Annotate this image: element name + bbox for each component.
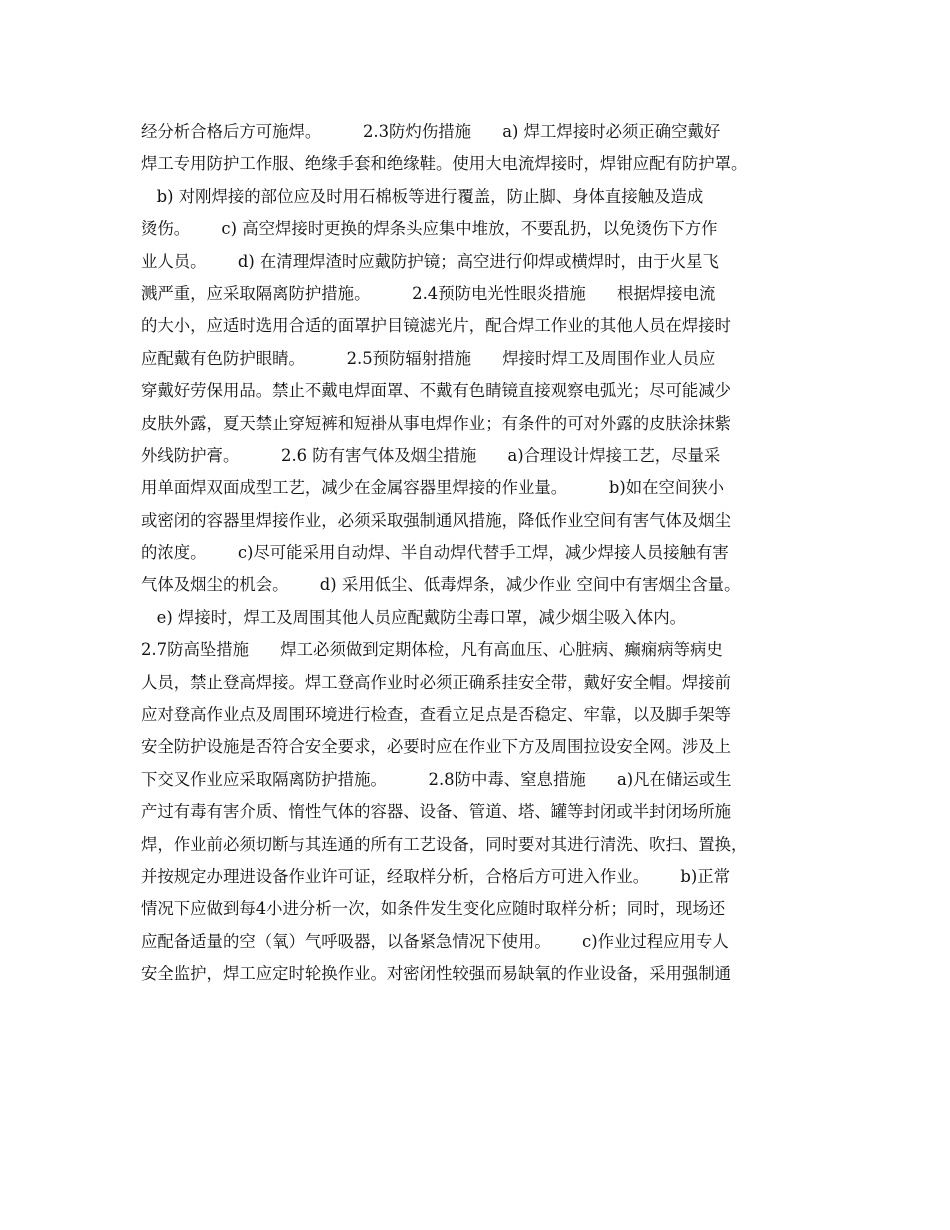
text-line: 产过有毒有害介质、惰性气体的容器、设备、管道、塔、罐等封闭或半封闭场所施: [141, 802, 732, 822]
text-line: 皮肤外露，夏天禁止穿短裤和短褂从事电焊作业；有条件的可对外露的皮肤涂抹紫: [141, 413, 732, 433]
text-line: 或密闭的容器里焊接作业，必须采取强制通风措施，降低作业空间有害气体及烟尘: [141, 510, 732, 530]
text-line: 并按规定办理进设备作业许可证，经取样分析，合格后方可进入作业。 b)正常: [141, 866, 731, 886]
text-line: 安全防护设施是否符合安全要求，必要时应在作业下方及周围拉设安全网。涉及上: [141, 737, 732, 757]
text-line: 外线防护膏。 2.6 防有害气体及烟尘措施 a)合理设计焊接工艺，尽量采: [141, 445, 721, 465]
text-line: e) 焊接时，焊工及周围其他人员应配戴防尘毒口罩，减少烟尘吸入体内。: [141, 607, 687, 627]
text-line: 经分析合格后方可施焊。 2.3防灼伤措施 a) 焊工焊接时必须正确空戴好: [141, 122, 721, 141]
text-line: 应对登高作业点及周围环境进行检查，查看立足点是否稳定、牢靠，以及脚手架等: [141, 705, 732, 725]
text-line: 焊工专用防护工作服、绝缘手套和绝缘鞋。使用大电流焊接时，焊钳应配有防护罩。: [141, 154, 748, 174]
text-line: 人员，禁止登高焊接。焊工登高作业时必须正确系挂安全带，戴好安全帽。焊接前: [141, 672, 732, 692]
text-line: 业人员。 d) 在清理焊渣时应戴防护镜；高空进行仰焊或横焊时，由于火星飞: [141, 251, 719, 271]
text-line: 下交叉作业应采取隔离防护措施。 2.8防中毒、窒息措施 a)凡在储运或生: [141, 769, 732, 789]
text-line: 的大小，应适时选用合适的面罩护目镜滤光片，配合焊工作业的其他人员在焊接时: [141, 316, 732, 336]
body-text: [141, 116, 821, 991]
text-line: 情况下应做到每4小进分析一次，如条件发生变化应随时取样分析；同时，现场还: [141, 899, 726, 919]
text-line: b) 对刚焊接的部位应及时用石棉板等进行覆盖，防止脚、身体直接触及造成: [141, 186, 704, 206]
text-line: 应配戴有色防护眼睛。 2.5预防辐射措施 焊接时焊工及周围作业人员应: [141, 348, 716, 368]
text-line: 用单面焊双面成型工艺，减少在金属容器里焊接的作业量。 b)如在空间狭小: [141, 478, 725, 498]
text-line: 烫伤。 c) 高空焊接时更换的焊条头应集中堆放，不要乱扔，以免烫伤下方作: [141, 219, 718, 239]
text-line: 溅严重，应采取隔离防护措施。 2.4预防电光性眼炎措施 根据焊接电流: [141, 283, 716, 303]
text-line: 的浓度。 c)尽可能采用自动焊、半自动焊代替手工焊，减少焊接人员接触有害: [141, 543, 729, 563]
text-line: 安全监护，焊工应定时轮换作业。对密闭性较强而易缺氧的作业设备，采用强制通: [141, 964, 732, 984]
text-line: 气体及烟尘的机会。 d) 采用低尘、低毒焊条，减少作业 空间中有害烟尘含量。: [141, 575, 741, 595]
text-line: 穿戴好劳保用品。禁止不戴电焊面罩、不戴有色睛镜直接观察电弧光；尽可能减少: [141, 381, 732, 401]
text-line: 应配备适量的空（氧）气呼吸器，以备紧急情况下使用。 c)作业过程应用专人: [141, 931, 729, 951]
text-line: 2.7防高坠措施 焊工必须做到定期体检，凡有高血压、心脏病、癫痫病等病史: [141, 640, 723, 660]
text-line: 焊，作业前必须切断与其连通的所有工艺设备，同时要对其进行清洗、吹扫、置换，: [141, 834, 748, 854]
